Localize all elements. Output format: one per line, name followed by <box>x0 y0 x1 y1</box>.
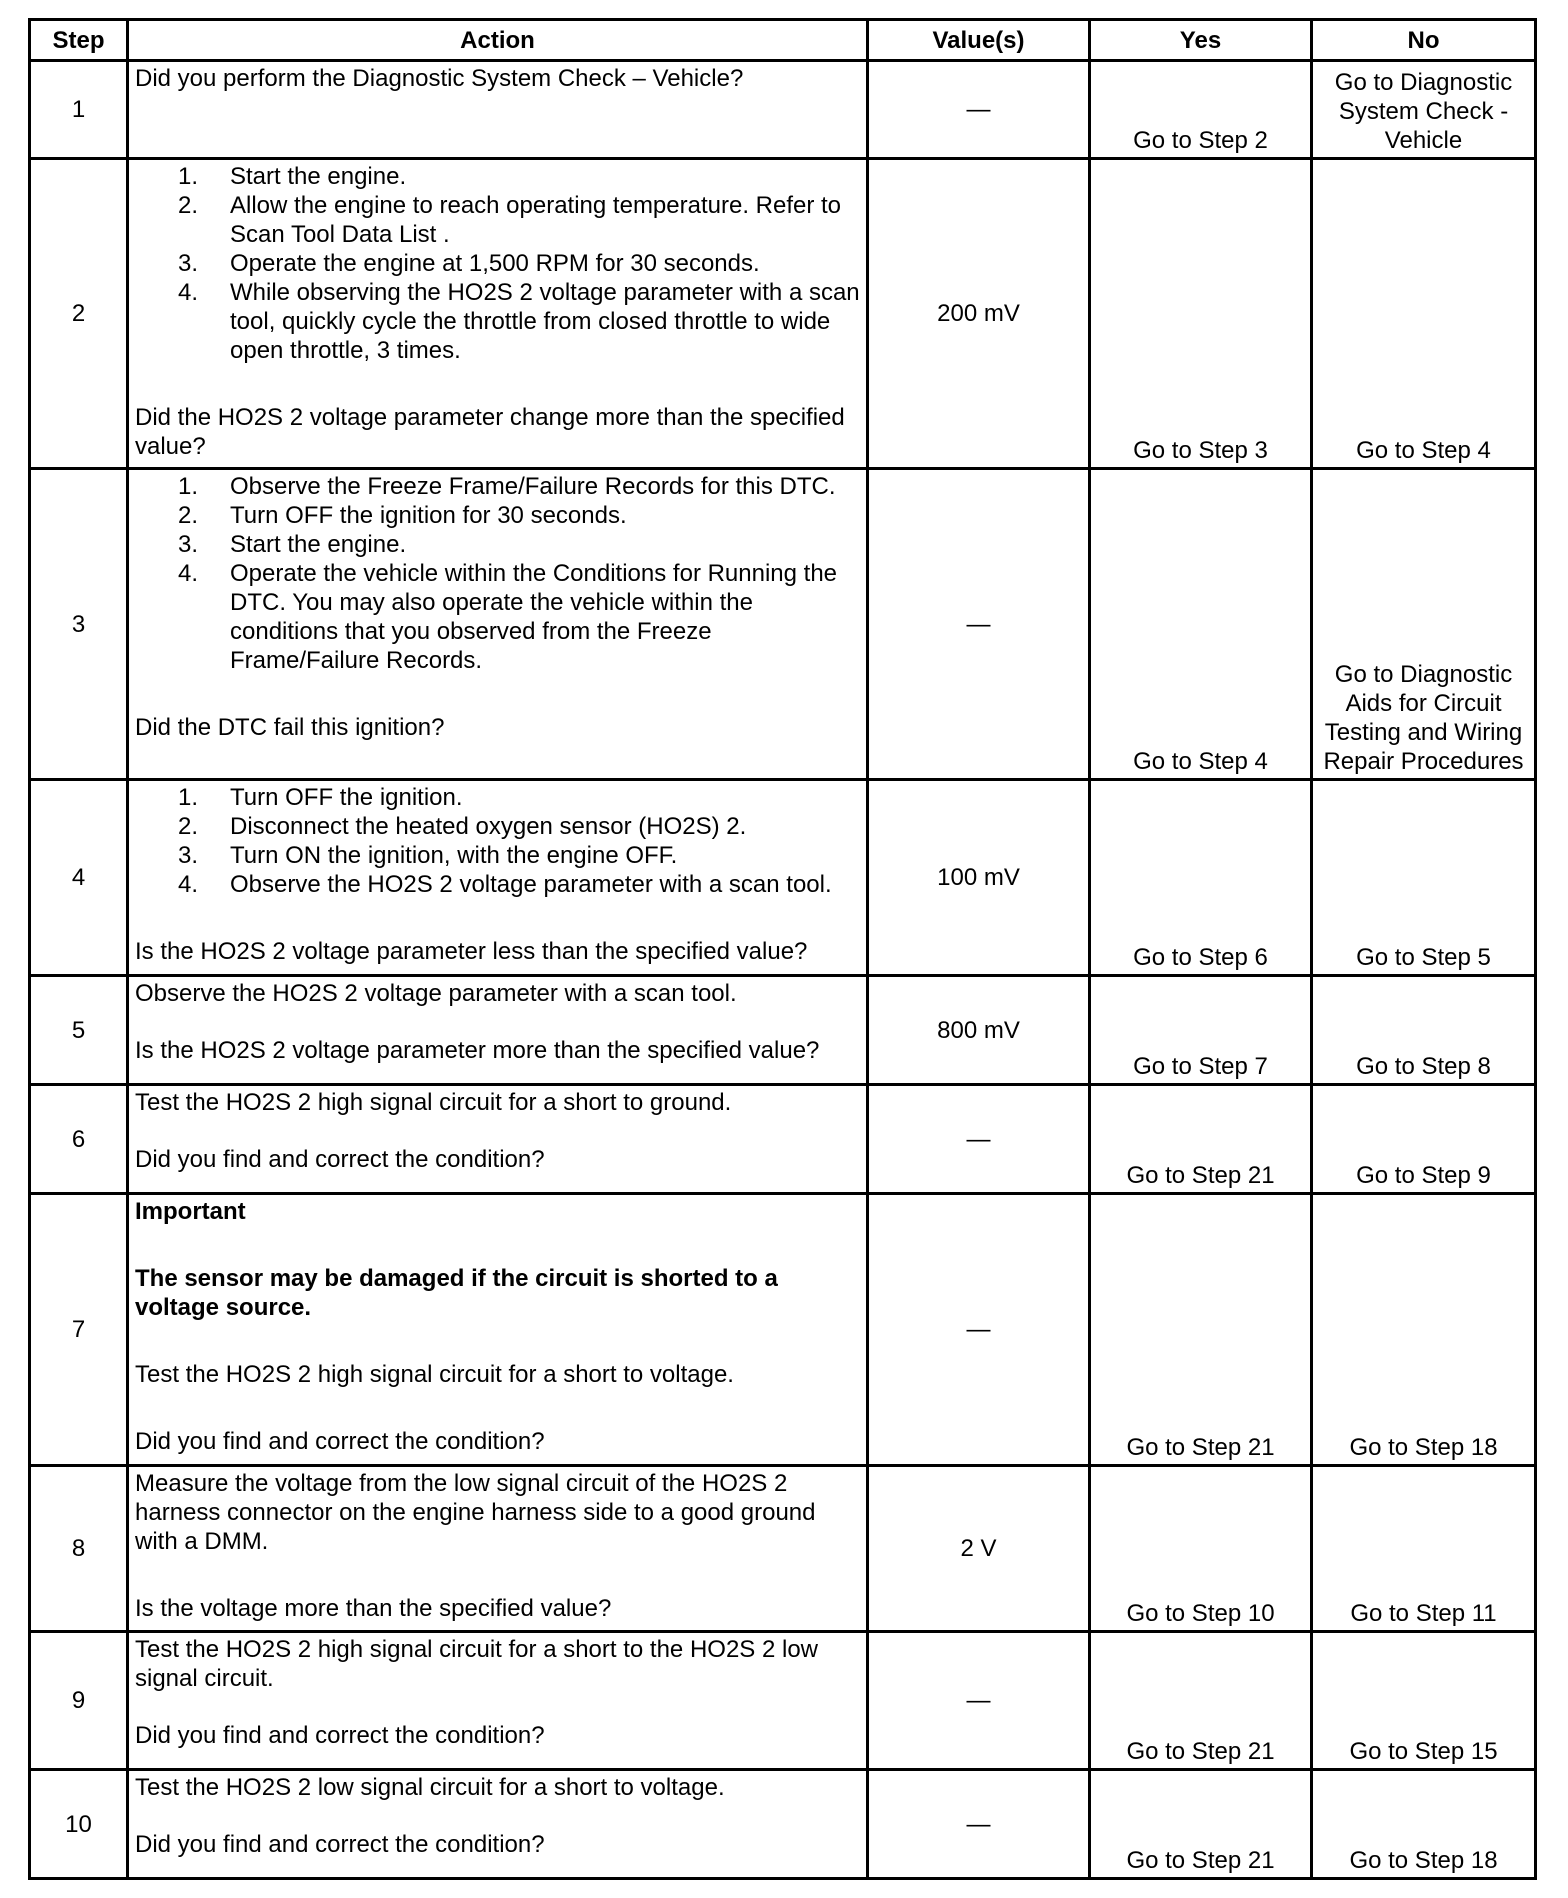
no-cell: Go to Step 9 <box>1312 1085 1536 1194</box>
no-cell: Go to Diagnostic Aids for Circuit Testing and Wiring Repair Procedures <box>1312 469 1536 780</box>
procedure-list <box>135 472 860 675</box>
yes-cell: Go to Step 21 <box>1090 1770 1312 1879</box>
value-cell: 800 mV <box>868 976 1090 1085</box>
value-cell: 100 mV <box>868 780 1090 976</box>
action-cell <box>128 469 868 780</box>
action-cell <box>128 1194 868 1466</box>
action-question: Did the HO2S 2 voltage parameter change more than the specified value? <box>135 404 845 460</box>
list-item: Start the engine. <box>230 163 407 190</box>
list-item: While observing the HO2S 2 voltage parameter with a scan tool, quickly cycle the throttle from closed throttle to wide open throttle, 3 times. <box>230 279 860 364</box>
action-text: Test the HO2S 2 low signal circuit for a short to voltage. <box>135 1774 725 1801</box>
action-text: Measure the voltage from the low signal circuit of the HO2S 2 harness connector on the engine harness side to a good ground with a DMM. <box>135 1470 816 1555</box>
action-text: Test the HO2S 2 high signal circuit for a short to ground. <box>135 1089 732 1116</box>
list-item: Allow the engine to reach operating temperature. Refer to Scan Tool Data List . <box>230 192 842 248</box>
no-cell: Go to Step 4 <box>1312 159 1536 469</box>
no-cell: Go to Step 11 <box>1312 1466 1536 1632</box>
value-cell: — <box>868 469 1090 780</box>
list-item: Turn OFF the ignition for 30 seconds. <box>230 502 627 529</box>
procedure-list <box>135 162 860 365</box>
action-cell <box>128 61 868 159</box>
action-question: Did you find and correct the condition? <box>135 1831 545 1858</box>
action-question: Did you find and correct the condition? <box>135 1428 545 1455</box>
action-text: Test the HO2S 2 high signal circuit for a short to voltage. <box>135 1361 734 1388</box>
table-row <box>30 159 1536 469</box>
table-row <box>30 976 1536 1085</box>
action-question: Did you find and correct the condition? <box>135 1146 545 1173</box>
step-number: 4 <box>30 780 128 976</box>
no-cell: Go to Step 8 <box>1312 976 1536 1085</box>
table-row <box>30 61 1536 159</box>
header-values: Value(s) <box>868 20 1090 61</box>
step-number: 2 <box>30 159 128 469</box>
yes-cell: Go to Step 21 <box>1090 1194 1312 1466</box>
yes-cell: Go to Step 21 <box>1090 1632 1312 1770</box>
table-row <box>30 1194 1536 1466</box>
value-cell: — <box>868 1770 1090 1879</box>
yes-cell: Go to Step 7 <box>1090 976 1312 1085</box>
yes-cell: Go to Step 2 <box>1090 61 1312 159</box>
step-number: 10 <box>30 1770 128 1879</box>
table-row <box>30 1466 1536 1632</box>
step-number: 7 <box>30 1194 128 1466</box>
action-cell <box>128 976 868 1085</box>
value-cell: — <box>868 1194 1090 1466</box>
action-cell <box>128 1085 868 1194</box>
action-cell <box>128 1632 868 1770</box>
list-item: Operate the vehicle within the Conditions for Running the DTC. You may also operate the vehicle within the conditions that you observed from the Freeze Frame/Failure Records. <box>230 560 838 674</box>
no-cell: Go to Step 5 <box>1312 780 1536 976</box>
value-cell: — <box>868 61 1090 159</box>
action-text: Did you perform the Diagnostic System Check – Vehicle? <box>135 65 744 92</box>
header-row <box>30 20 1536 61</box>
step-number: 6 <box>30 1085 128 1194</box>
action-cell <box>128 780 868 976</box>
step-number: 3 <box>30 469 128 780</box>
action-question: Is the voltage more than the specified value? <box>135 1595 612 1622</box>
table-row <box>30 1085 1536 1194</box>
header-no: No <box>1312 20 1536 61</box>
important-label: Important <box>135 1198 246 1225</box>
action-cell <box>128 1466 868 1632</box>
procedure-list <box>135 783 860 899</box>
yes-cell: Go to Step 4 <box>1090 469 1312 780</box>
table-row <box>30 1632 1536 1770</box>
list-item: Observe the Freeze Frame/Failure Records for this DTC. <box>230 473 836 500</box>
important-text: The sensor may be damaged if the circuit is shorted to a voltage source. <box>135 1265 778 1321</box>
list-item: Operate the engine at 1,500 RPM for 30 seconds. <box>230 250 760 277</box>
header-yes: Yes <box>1090 20 1312 61</box>
action-question: Did the DTC fail this ignition? <box>135 714 445 741</box>
action-question: Is the HO2S 2 voltage parameter less than the specified value? <box>135 938 808 965</box>
no-cell: Go to Step 18 <box>1312 1194 1536 1466</box>
yes-cell: Go to Step 10 <box>1090 1466 1312 1632</box>
step-number: 8 <box>30 1466 128 1632</box>
step-number: 5 <box>30 976 128 1085</box>
action-cell <box>128 159 868 469</box>
list-item: Disconnect the heated oxygen sensor (HO2S) 2. <box>230 813 747 840</box>
value-cell: 2 V <box>868 1466 1090 1632</box>
table-row <box>30 1770 1536 1879</box>
yes-cell: Go to Step 3 <box>1090 159 1312 469</box>
action-text: Test the HO2S 2 high signal circuit for a short to the HO2S 2 low signal circuit. <box>135 1636 818 1692</box>
list-item: Turn OFF the ignition. <box>230 784 463 811</box>
no-cell: Go to Step 18 <box>1312 1770 1536 1879</box>
header-action: Action <box>128 20 868 61</box>
action-question: Did you find and correct the condition? <box>135 1722 545 1749</box>
action-question: Is the HO2S 2 voltage parameter more than the specified value? <box>135 1037 820 1064</box>
list-item: Start the engine. <box>230 531 407 558</box>
step-number: 9 <box>30 1632 128 1770</box>
no-cell: Go to Diagnostic System Check - Vehicle <box>1312 61 1536 159</box>
yes-cell: Go to Step 21 <box>1090 1085 1312 1194</box>
no-cell: Go to Step 15 <box>1312 1632 1536 1770</box>
table-row <box>30 469 1536 780</box>
table-row <box>30 780 1536 976</box>
value-cell: — <box>868 1085 1090 1194</box>
header-step: Step <box>30 20 128 61</box>
action-cell <box>128 1770 868 1879</box>
list-item: Observe the HO2S 2 voltage parameter with a scan tool. <box>230 871 832 898</box>
step-number: 1 <box>30 61 128 159</box>
list-item: Turn ON the ignition, with the engine OFF. <box>230 842 678 869</box>
yes-cell: Go to Step 6 <box>1090 780 1312 976</box>
value-cell: 200 mV <box>868 159 1090 469</box>
diagnostic-table <box>28 18 1537 1880</box>
value-cell: — <box>868 1632 1090 1770</box>
action-text: Observe the HO2S 2 voltage parameter with a scan tool. <box>135 980 737 1007</box>
